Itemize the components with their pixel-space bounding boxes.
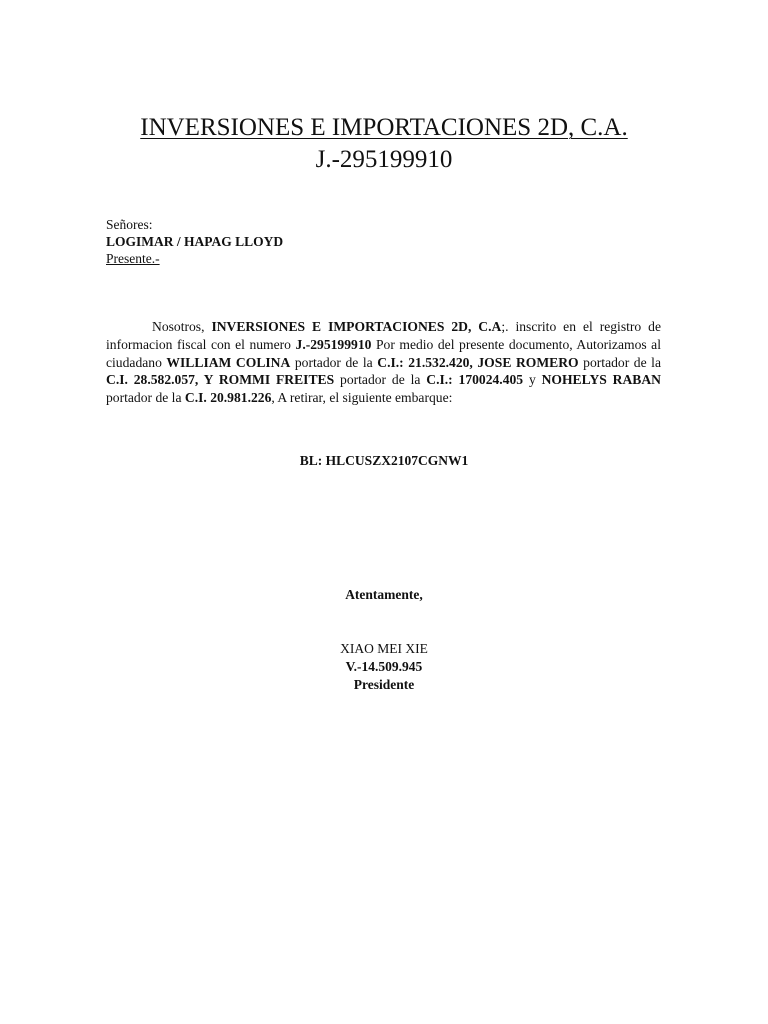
body-text: , A retirar, el siguiente embarque: (271, 390, 453, 406)
salutation: Señores: (106, 217, 153, 232)
closing-salutation: Atentamente, (345, 587, 423, 602)
rif-inline: J.-295199910 (295, 336, 372, 352)
body-text: portador de la (106, 390, 185, 406)
body-text: Nosotros, (152, 319, 212, 334)
body-text: Por medio del presente documento, Autorizamos al ciudadano (106, 336, 661, 370)
authorization-paragraph (106, 318, 661, 407)
authorized-person-1: WILLIAM COLINA (166, 354, 291, 370)
signer-name: XIAO MEI XIE (340, 641, 428, 656)
signer-id: V.-14.509.945 (345, 659, 423, 674)
signature-block (0, 640, 768, 694)
company-name-heading: INVERSIONES E IMPORTACIONES 2D, C.A. (140, 114, 628, 141)
body-text: portador de la (578, 354, 661, 370)
id-person-4: C.I. 20.981.226 (184, 390, 272, 406)
id-and-person-2: C.I.: 21.532.420, JOSE ROMERO (377, 354, 579, 370)
authorized-person-4: NOHELYS RABAN (541, 372, 661, 388)
company-name-inline: INVERSIONES E IMPORTACIONES 2D, C.A (211, 319, 502, 334)
recipient-name: LOGIMAR / HAPAG LLOYD (106, 234, 284, 249)
body-text: y (523, 372, 542, 388)
body-text: portador de la (290, 354, 378, 370)
signer-title: Presidente (353, 677, 415, 692)
body-text: portador de la (334, 372, 427, 388)
presente-line: Presente.- (106, 251, 160, 266)
bill-of-lading-number: BL: HLCUSZX2107CGNW1 (299, 453, 469, 468)
addressee-block (106, 216, 283, 267)
body-text: ;. inscrito en el registro de informacion fiscal con el numero (106, 319, 662, 352)
id-person-3: C.I.: 170024.405 (426, 372, 524, 388)
id-and-person-3: C.I. 28.582.057, Y ROMMI FREITES (106, 372, 335, 388)
company-rif-heading: J.-295199910 (315, 146, 453, 173)
